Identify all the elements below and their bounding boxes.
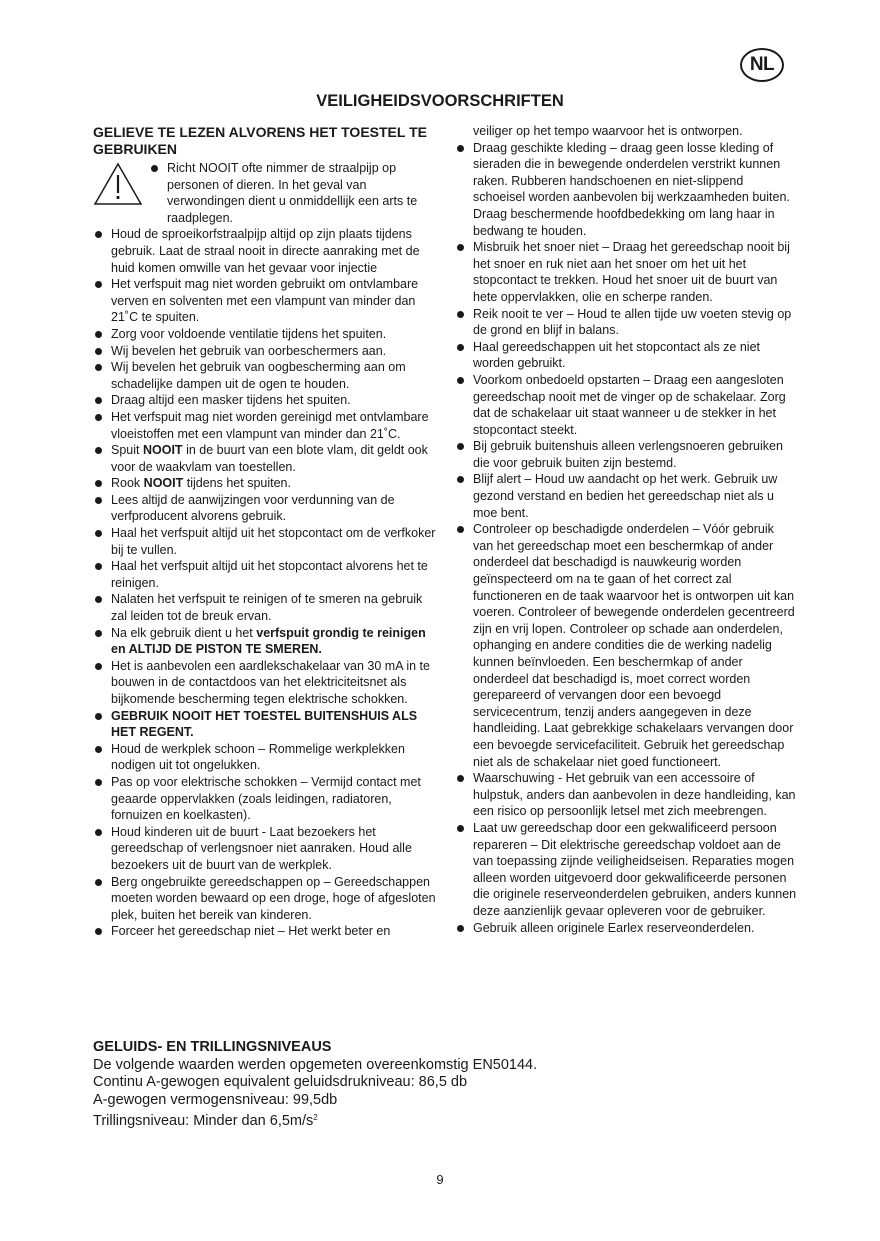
list-item: Draag altijd een masker tijdens het spuiten.: [93, 392, 438, 409]
list-item-continuation: veiliger op het tempo waarvoor het is ontworpen.: [473, 124, 743, 138]
warning-triangle-icon: [93, 160, 149, 226]
list-item: Na elk gebruik dient u het verfspuit grondig te reinigen en ALTIJD DE PISTON TE SMEREN.: [93, 625, 438, 658]
page-number: 9: [436, 1172, 444, 1187]
noise-line: Continu A-gewogen equivalent geluidsdrukniveau: 86,5 db: [93, 1074, 468, 1090]
noise-line: A-gewogen vermogensniveau: 99,5db: [93, 1091, 338, 1108]
list-item: Het verfspuit mag niet worden gebruikt om ontvlambare verven en solventen met een vlampunt van minder dan 21˚C te spuiten.: [93, 276, 438, 326]
warning-block: [93, 160, 438, 226]
list-item: Blijf alert – Houd uw aandacht op het werk. Gebruik uw gezond verstand en bedien het gereedschap niet als u moe bent.: [455, 471, 797, 521]
language-badge-nl: NL: [740, 48, 784, 82]
list-item: Pas op voor elektrische schokken – Vermijd contact met geaarde oppervlakken (zoals leidingen, radiatoren, fornuizen en koelkasten).: [93, 774, 438, 824]
list-item: Wij bevelen het gebruik van oogbescherming aan om schadelijke dampen uit de ogen te houden.: [93, 359, 438, 392]
list-item: Spuit NOOIT in de buurt van een blote vlam, dit geldt ook voor de waakvlam van toestellen.: [93, 442, 438, 475]
list-item: Richt NOOIT ofte nimmer de straalpijp op personen of dieren. In het geval van verwondingen dient u onmiddellijk een arts te raadplegen.: [149, 160, 438, 226]
safety-list-right: [455, 123, 797, 936]
list-item: Rook NOOIT tijdens het spuiten.: [93, 475, 438, 492]
noise-vibration-section: [93, 1039, 793, 1131]
list-item: Haal het verfspuit altijd uit het stopcontact alvorens het te reinigen.: [93, 558, 438, 591]
list-item: Forceer het gereedschap niet – Het werkt beter en: [93, 923, 438, 940]
list-item: Zorg voor voldoende ventilatie tijdens het spuiten.: [93, 326, 438, 343]
page-title: VEILIGHEIDSVOORSCHRIFTEN: [316, 92, 564, 110]
list-item: Gebruik alleen originele Earlex reserveonderdelen.: [455, 920, 797, 937]
list-item: Wij bevelen het gebruik van oorbeschermers aan.: [93, 343, 438, 360]
noise-line: De volgende waarden werden opgemeten overeenkomstig EN50144.: [93, 1056, 538, 1073]
list-item: Waarschuwing - Het gebruik van een accessoire of hulpstuk, anders dan aanbevolen in deze handleiding, kan een risico op persoonlijk letsel met zich meebrengen.: [455, 770, 797, 820]
list-item: Houd de werkplek schoon – Rommelige werkplekken nodigen uit tot ongelukken.: [93, 741, 438, 774]
list-item: Het is aanbevolen een aardlekschakelaar van 30 mA in te bouwen in de contactdoos van het elektriciteitsnet als bijkomende bescherming tegen elektrische schokken.: [93, 658, 438, 708]
list-item: Haal het verfspuit altijd uit het stopcontact om de verfkoker bij te vullen.: [93, 525, 438, 558]
list-item: Houd de sproeikorfstraalpijp altijd op zijn plaats tijdens gebruik. Laat de straal nooit in directe aanraking met de huid komen omwille van het gevaar voor injectie: [93, 226, 438, 276]
left-column: [93, 123, 438, 940]
list-item: Berg ongebruikte gereedschappen op – Gereedschappen moeten worden bewaard op een droge, hoge of afgesloten plek, buiten het bereik van kinderen.: [93, 874, 438, 924]
list-item: Voorkom onbedoeld opstarten – Draag een aangesloten gereedschap nooit met de vinger op de schakelaar. Zorg dat de schakelaar uit staat wanneer u de stekker in het stopcontact steekt.: [455, 372, 797, 438]
list-item: Reik nooit te ver – Houd te allen tijde uw voeten stevig op de grond en blijf in balans.: [455, 306, 797, 339]
list-item: Houd kinderen uit de buurt - Laat bezoekers het gereedschap of verlengsnoer niet aanraken. Houd alle bezoekers uit de buurt van de werkplek.: [93, 824, 438, 874]
list-item: GEBRUIK NOOIT HET TOESTEL BUITENSHUIS ALS HET REGENT.: [93, 708, 438, 741]
list-item: Lees altijd de aanwijzingen voor verdunning van de verfproducent alvorens gebruik.: [93, 492, 438, 525]
list-item: Het verfspuit mag niet worden gereinigd met ontvlambare vloeistoffen met een vlampunt van minder dan 21˚C.: [93, 409, 438, 442]
list-item: Laat uw gereedschap door een gekwalificeerd persoon repareren – Dit elektrische gereedschap voldoet aan de van toepassing zijnde veiligheidseisen. Reparaties mogen alleen worden uitgevoerd door gekwalificeerde personen die originele reserveonderdelen gebruiken, anders kunnen deze aanzienlijk gevaar opleveren voor de gebruiker.: [455, 820, 797, 920]
list-item: Nalaten het verfspuit te reinigen of te smeren na gebruik zal leiden tot de breuk ervan.: [93, 591, 438, 624]
vibration-line: Trillingsniveau: Minder dan $6,5m/s^2$: [93, 1113, 318, 1129]
right-column: [455, 123, 797, 936]
list-item: Haal gereedschappen uit het stopcontact als ze niet worden gebruikt.: [455, 339, 797, 372]
list-item: Controleer op beschadigde onderdelen – Vóór gebruik van het gereedschap moet een beschermkap of ander onderdeel dat beschadigd is nauwkeurig worden geïnspecteerd om na te gaan of het correct zal functioneren en de taak waarvoor het is ontworpen uit kan voeren. Controleer of bewegende onderdelen gecentreerd zijn en vrij lopen. Controleer op schade aan onderdelen, ophanging en andere condities die de werking nadelig kunnen beïnvloeden. Een beschermkap of ander onderdeel dat beschadigd is, moet correct worden gerepareerd of vervangen door een bevoegd servicecentrum, tenzij anders aangegeven in deze handleiding. Laat gebrekkige schakelaars vervangen door een bevoegde servicefaciliteit. Gebruik het gereedschap niet als de schakelaar niet goed functioneert.: [455, 521, 797, 770]
noise-heading: GELUIDS- EN TRILLINGSNIVEAUS: [93, 1039, 332, 1055]
safety-list-left: [93, 226, 438, 940]
list-item: Bij gebruik buitenshuis alleen verlengsnoeren gebruiken die voor gebruik buiten zijn bestemd.: [455, 438, 797, 471]
section-heading: GELIEVE TE LEZEN ALVORENS HET TOESTEL TE GEBRUIKEN: [93, 124, 427, 157]
list-item: Misbruik het snoer niet – Draag het gereedschap nooit bij het snoer en ruk niet aan het snoer om het uit het stopcontact te trekken. Houd het snoer uit de buurt van hete oppervlakken, olie en scherpe randen.: [455, 239, 797, 305]
list-item: Draag geschikte kleding – draag geen losse kleding of sieraden die in bewegende onderdelen verstrikt kunnen raken. Rubberen handschoenen en niet-slippend schoeisel worden aanbevolen bij werkzaamheden buiten. Draag beschermende hoofdbedekking om lang haar in bedwang te houden.: [455, 140, 797, 240]
